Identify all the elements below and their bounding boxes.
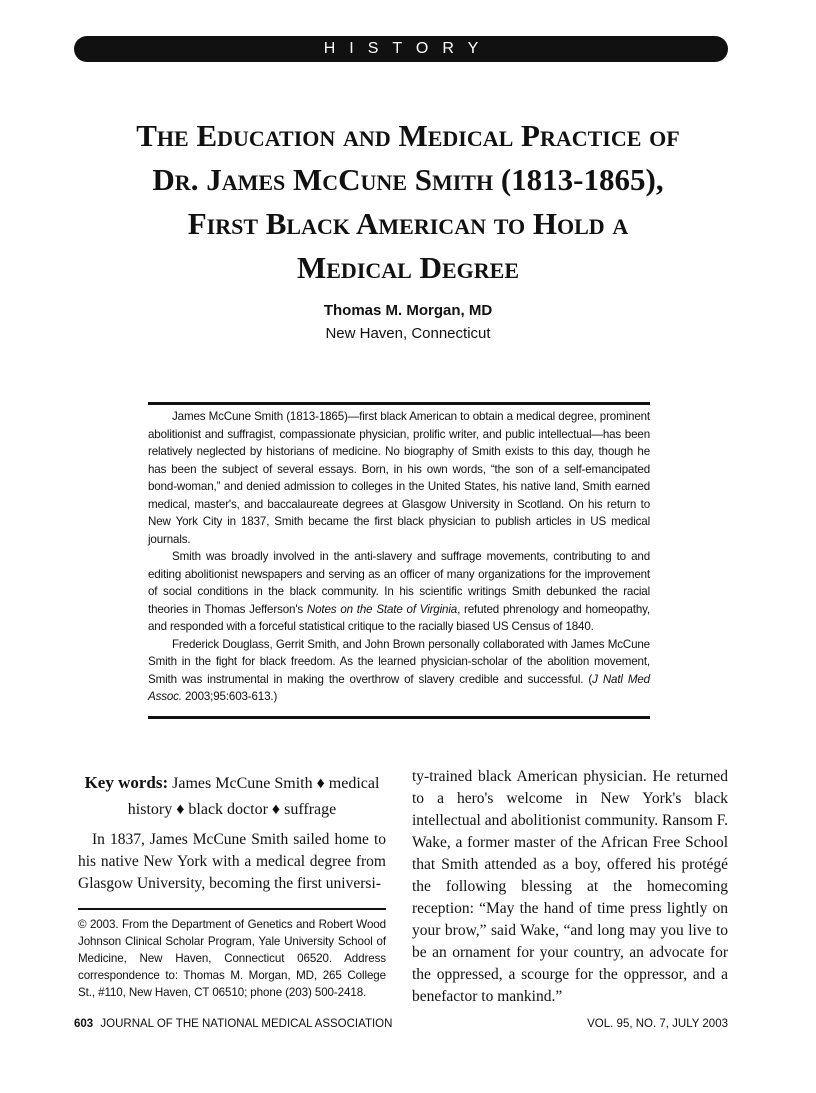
diamond-icon: ♦ (316, 775, 325, 792)
issue-info: VOL. 95, NO. 7, JULY 2003 (587, 1018, 728, 1030)
author-affiliation: New Haven, Connecticut (325, 325, 491, 342)
abstract (148, 408, 650, 706)
abstract-italic-title: Notes on the State of Virginia (306, 602, 458, 616)
keywords (78, 770, 386, 823)
body-paragraph: ty-trained black American physician. He returned to a hero's welcome in New York's black intellectual and abolitionist community. Ransom F. Wake, a former master of the African Free School that Smith attended as a boy, offered his protégé the following blessing at the homecoming reception: “May the hand of time press lightly on your brow,” said Wake, “and long may you live to be an ornament for your country, an advocate for the oppressed, a scourge for the oppressor, and a benefactor to mankind.” (412, 768, 728, 1005)
abstract-top-rule (148, 402, 650, 405)
keyword: black doctor (188, 801, 268, 818)
section-label: HISTORY (323, 40, 493, 57)
abstract-paragraph (148, 548, 650, 636)
left-column (78, 770, 386, 1001)
title-line: Medical Degree (297, 250, 519, 285)
section-banner (74, 36, 728, 62)
citation-details: 2003;95:603-613.) (181, 690, 278, 703)
citation-open: ( (588, 672, 593, 686)
abstract-paragraph: James McCune Smith (1813-1865)—first black American to obtain a medical degree, prominent abolitionist and suffragist, compassionate physician, prolific writer, and public intellectual—has been relatively neglected by historians of medicine. No biography of Smith exists to this day, though he has been the subject of several essays. Born, in his own words, “the son of a self-emancipated bond-woman,” and denied admission to colleges in the United States, his native land, Smith earned medical, master's, and baccalaureate degrees at Glasgow University in Scotland. On his return to New York City in 1837, Smith became the first black physician to publish articles in US medical journals. (148, 410, 650, 546)
page-number: 603 (74, 1018, 94, 1030)
footer-left (74, 1018, 392, 1030)
keyword: suffrage (284, 801, 337, 818)
diamond-icon: ♦ (271, 801, 281, 818)
diamond-icon: ♦ (176, 801, 185, 818)
citation-journal: J Natl Med Assoc. (148, 672, 650, 703)
body-paragraph: In 1837, James McCune Smith sailed home to his native New York with a medical degree from Glasgow University, becoming the first universi- (78, 831, 386, 892)
abstract-bottom-rule (148, 716, 650, 719)
footnote-rule (78, 908, 386, 910)
author-name: Thomas M. Morgan, MD (323, 302, 493, 319)
abstract-text: Frederick Douglass, Gerrit Smith, and John Brown personally collaborated with James McCune Smith in the fight for black freedom. As the learned physician-scholar of the abolition movement, Smith was instrumental in making the overthrow of slavery credible and successful. (148, 637, 650, 686)
abstract-paragraph (148, 636, 650, 706)
right-column (412, 766, 728, 1008)
footnote: © 2003. From the Department of Genetics and Robert Wood Johnson Clinical Scholar Program, Yale University School of Medicine, New Haven, Connecticut 06520. Address correspondence to: Thomas M. Morgan, MD, 265 College St., #110, New Haven, CT 06510; phone (203) 500-2418. (78, 917, 386, 999)
abstract-text: , refuted phrenology and homeopathy, and responded with a forceful statistical critique to the racially biased US Census of 1840. (148, 602, 650, 633)
title-line: First Black American to Hold a (187, 206, 629, 241)
title-line: The Education and Medical Practice of (136, 118, 680, 153)
journal-name: JOURNAL OF THE NATIONAL MEDICAL ASSOCIATION (100, 1018, 393, 1030)
keywords-label: Key words: (84, 773, 169, 792)
keyword: James McCune Smith (172, 775, 313, 792)
keyword: medical history (127, 775, 380, 818)
abstract-text: Smith was broadly involved in the anti-slavery and suffrage movements, contributing to and editing abolitionist newspapers and serving as an officer of many organizations for the improvement of social conditions in the black community. In his scientific writings Smith debunked the racial theories in Thomas Jefferson's (148, 550, 650, 616)
title-line: Dr. James McCune Smith (1813-1865), (152, 162, 664, 197)
article-title (60, 114, 756, 290)
